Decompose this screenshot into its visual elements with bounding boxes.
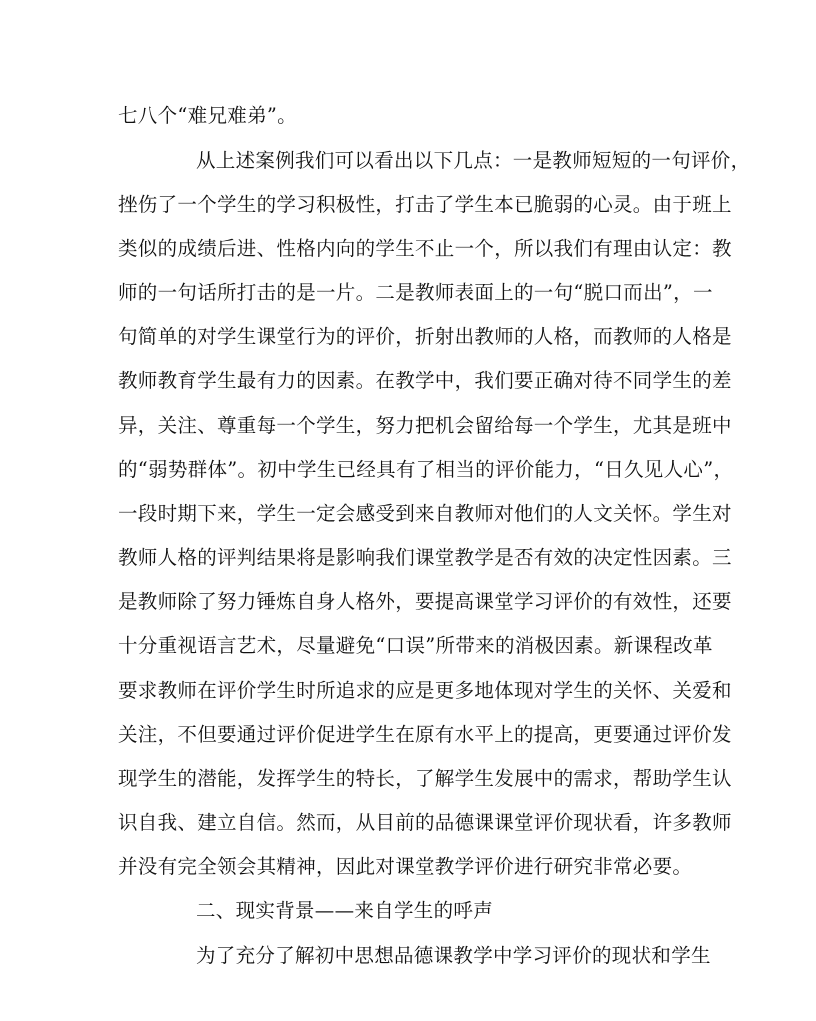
text-line-10: 一段时期下来，学生一定会感受到来自教师对他们的人文关怀。学生对 bbox=[118, 502, 732, 525]
text-line-1: 七八个“难兄难弟”。 bbox=[118, 104, 297, 127]
text-line-7: 教师教育学生最有力的因素。在教学中，我们要正确对待不同学生的差 bbox=[118, 369, 732, 392]
text-line-5: 师的一句话所打击的是一片。二是教师表面上的一句“脱口而出”，一 bbox=[118, 281, 713, 304]
text-line-15: 关注，不但要通过评价促进学生在原有水平上的提高，更要通过评价发 bbox=[118, 723, 732, 746]
text-line-9: 的“弱势群体”。初中学生已经具有了相当的评价能力，“日久见人心”， bbox=[118, 458, 734, 481]
text-line-16: 现学生的潜能，发挥学生的特长，了解学生发展中的需求，帮助学生认 bbox=[118, 767, 732, 790]
text-line-6: 句简单的对学生课堂行为的评价，折射出教师的人格，而教师的人格是 bbox=[118, 325, 732, 348]
text-line-17: 识自我、建立自信。然而，从目前的品德课课堂评价现状看，许多教师 bbox=[118, 811, 732, 834]
text-line-3: 挫伤了一个学生的学习积极性，打击了学生本已脆弱的心灵。由于班上 bbox=[118, 193, 732, 216]
text-line-14: 要求教师在评价学生时所追求的应是更多地体现对学生的关怀、关爱和 bbox=[118, 679, 732, 702]
text-line-13: 十分重视语言艺术，尽量避免“口误”所带来的消极因素。新课程改革 bbox=[118, 634, 713, 657]
text-line-8: 异，关注、尊重每一个学生，努力把机会留给每一个学生，尤其是班中 bbox=[118, 414, 732, 437]
text-line-20: 为了充分了解初中思想品德课教学中学习评价的现状和学生 bbox=[196, 944, 711, 967]
text-line-2: 从上述案例我们可以看出以下几点：一是教师短短的一句评价， bbox=[196, 149, 751, 172]
text-line-4: 类似的成绩后进、性格内向的学生不止一个，所以我们有理由认定：教 bbox=[118, 237, 732, 260]
text-line-12: 是教师除了努力锤炼自身人格外，要提高课堂学习评价的有效性，还要 bbox=[118, 590, 732, 613]
section-heading: 二、现实背景——来自学生的呼声 bbox=[196, 899, 493, 922]
text-line-11: 教师人格的评判结果将是影响我们课堂教学是否有效的决定性因素。三 bbox=[118, 546, 732, 569]
text-line-18: 并没有完全领会其精神，因此对课堂教学评价进行研究非常必要。 bbox=[118, 855, 693, 878]
